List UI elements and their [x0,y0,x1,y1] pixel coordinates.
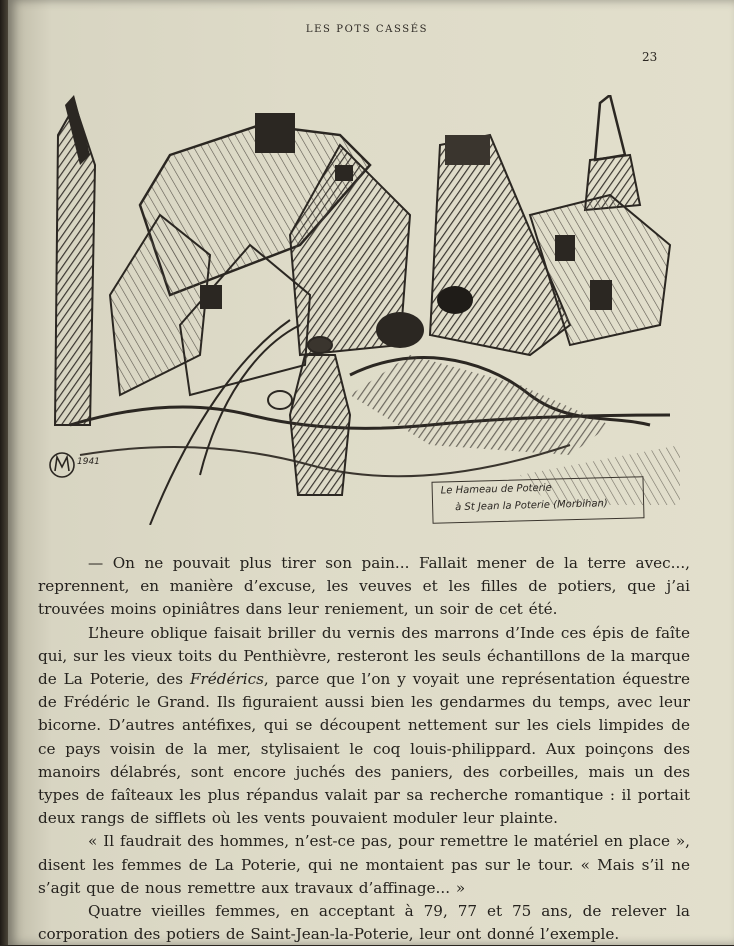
page-number: 23 [642,50,658,64]
paragraph-2-part-b: , parce que l’on y voyait une représentation équestre de Frédéric le Grand. Ils figuraient aussi bien les gendarmes du temps, avec leur bicorne. D’autres antéfixes, qui se découpent nettement sur les ciels limpides de ce pays voisin de la mer, stylisaient le coq louis-philippard. Aux poinçons des manoirs délabrés, sont encore juchés des paniers, des corbeilles, mais un des types de faîteaux les plus répandus valait par sa recherche romantique : il portait deux rangs de sifflets où les vents pouvaient moduler leur plainte. [38,670,691,828]
village-sketch [50,95,690,525]
page-binding-shadow [0,0,8,945]
paragraph-3: « Il faudrait des hommes, n’est-ce pas, pour remettre le matériel en place », disent les femmes de La Poterie, qui ne montaient pas sur le tour. « Mais s’il ne s’agit que de nous remettre aux travaux d’affinage... » [38,832,690,897]
paragraph-2-emphasis: Frédérics [190,670,264,689]
paragraph-2-part-a: L’heure oblique faisait briller du vernis des marrons d’Inde ces épis de faîte qui, sur les vieux toits du Penthièvre, resteront les seuls échantillons de la marque de La Poterie, des [38,623,690,689]
charcoal-village-illustration [50,95,690,525]
paragraph-1: — On ne pouvait plus tirer son pain... Fallait mener de la terre avec..., reprennent, en manière d’excuse, les veuves et les filles de potiers, que j’ai trouvées moins opiniâtres dans leur reniement, un soir de cet été. [38,554,690,619]
caption-line-2: à St Jean la Poterie (Morbihan) [455,498,608,514]
artist-signature [47,447,117,481]
paragraph-4: Quatre vieilles femmes, en acceptant à 79, 77 et 75 ans, de relever la corporation des potiers de Saint-Jean-la-Poterie, leur ont donné l’exemple. [38,902,690,944]
signature-year: 1941 [77,457,100,467]
body-text [38,552,690,946]
paragraph-2 [38,622,690,831]
illustration-caption [431,476,644,524]
running-title: LES POTS CASSÉS [305,24,429,35]
caption-line-1: Le Hameau de Poterie [440,482,552,497]
